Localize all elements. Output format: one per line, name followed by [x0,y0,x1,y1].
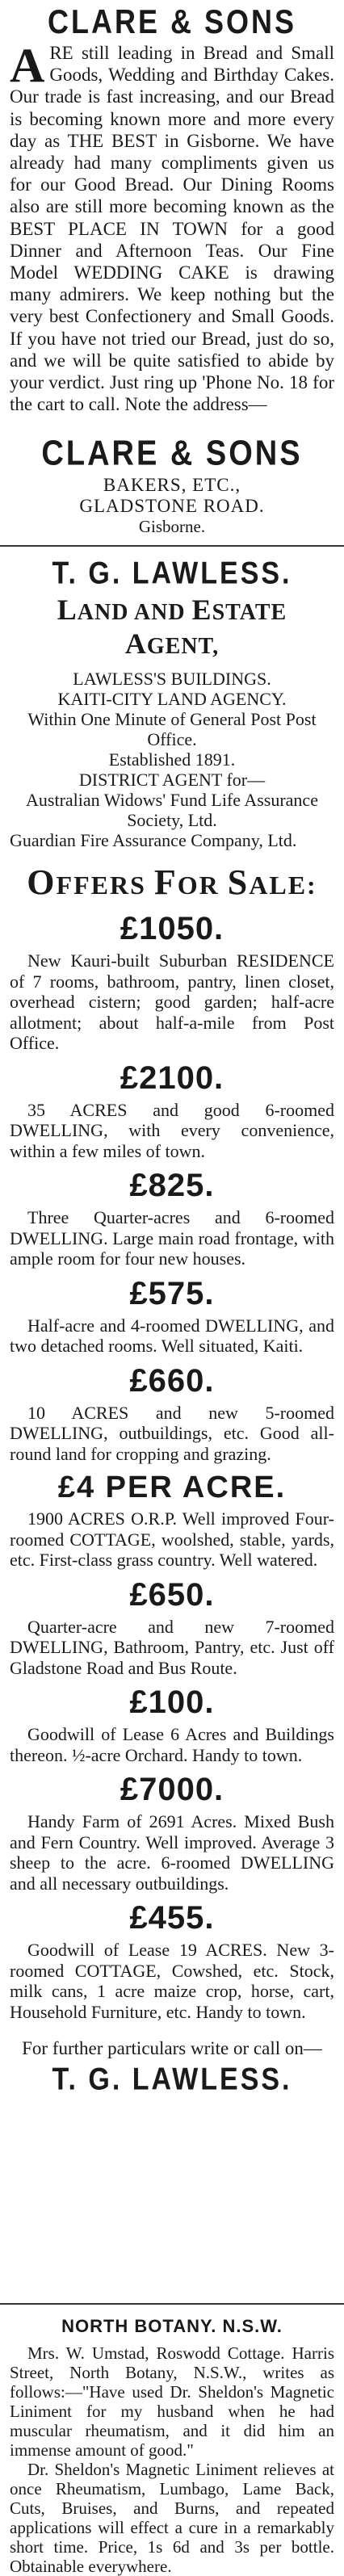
agent-cap-l: L [57,594,78,626]
agent-cap-a: A [124,627,147,660]
lawless-advertisement [0,547,344,2303]
botany-heading: NORTH BOTANY. N.S.W. [61,2316,283,2336]
land-estate-agent-heading [10,593,334,661]
listing [10,1471,334,1571]
agent-word-3: GENT, [146,634,220,659]
lawless-agency: KAITI-CITY LAND AGENCY. [57,689,287,709]
clare-body-text: RE still leading in Bread and Small Goods, Wedding and Birthday Cakes. Our trade is fast increasing, and our Bread is becoming known more and more every day as THE BEST in Gisborne. We have already had many compliments given us for our Good Bread. Our Dining Rooms also are still more becoming known as the BEST PLACE IN TOWN for a good Dinner and Afternoon Teas. Our Fine Model WEDDING CAKE is drawing many admirers. We keep nothing but the very best Confectionery and Small Goods. If you have not tried our Bread, just do so, and we will be quite satisfied to abide by your verdict. Just ring up 'Phone No. 18 for the cart to call. Note the address— [10,43,334,415]
listing-price: £650. [129,1576,215,1613]
botany-advertisement [0,2305,344,2576]
offers-cap-s: S [227,862,250,902]
listing [10,911,334,1054]
offers-cap-f: F [153,862,178,902]
listing [10,1577,334,1679]
listing-price: £660. [129,1362,215,1399]
listing-description: 35 ACRES and good 6-roomed DWELLING, with every convenience, within a few miles of town. [10,1099,334,1161]
offers-word-1: FFERS [56,871,154,900]
clare-advertisement [0,0,344,415]
botany-liniment-text: Dr. Sheldon's Magnetic Liniment relieves at once Rheumatism, Lumbago, Lame Back, Cuts, Bruises, and Burns, and repeated applications will effect a cure in a remarkably short time. Price, 1s 6d and 3s per bottle. Obtainable everywhere. [10,2460,334,2576]
listing-description: Goodwill of Lease 19 ACRES. New 3-roomed COTTAGE, Cowshed, etc. Stock, milk cans, 1 acre maize crop, horse, cart, Household Furniture, etc. Handy to town. [10,1940,334,2022]
further-particulars: For further particulars write or call on— [22,2038,322,2058]
listing-description: Three Quarter-acres and 6-roomed DWELLING. Large main road frontage, with ample room for four new houses. [10,1207,334,1269]
botany-testimonial: Mrs. W. Umstad, Roswodd Cottage. Harris Street, North Botany, N.S.W., writes as follows:—"Have used Dr. Sheldon's Magnetic Liniment for my husband when he had muscular rheumatism, and it did him an immense amount of good." [10,2343,334,2460]
offers-word-3: ALE: [249,871,317,900]
offers-cap-o: O [27,862,57,902]
listing-description: Quarter-acre and new 7-roomed DWELLING, Bathroom, Pantry, etc. Just off Gladstone Road and Bus Route. [10,1616,334,1678]
clare-town-line: Gisborne. [138,517,206,536]
clare-title-2: CLARE & SONS [41,434,303,474]
listing-price: £1050. [120,911,224,946]
drop-cap: A [10,39,45,92]
listing [10,1684,334,1765]
listing [10,1168,334,1269]
lawless-name: T. G. LAWLESS. [52,556,292,591]
offers-word-2: OR [177,871,228,900]
clare-road-line: GLADSTONE ROAD. [79,496,265,516]
agent-word-1: AND AND [77,600,192,625]
listing-description: New Kauri-built Suburban RESIDENCE of 7 rooms, bathroom, pantry, linen closet, overhead cistern; good garden; half-acre allotment; about half-a-mile from Post Office. [10,950,334,1053]
lawless-district: DISTRICT AGENT for— [78,770,266,790]
listing-price: £100. [129,1684,215,1720]
listing [10,1772,334,1894]
lawless-widows-fund: Australian Widows' Fund Life Assurance Society, Ltd. [26,790,318,830]
clare-address-block [0,408,344,545]
lawless-location: Within One Minute of General Post Post Office. [27,709,317,749]
listing-description: Handy Farm of 2691 Acres. Mixed Bush and Fern Country. Well improved. Average 3 sheep to the acre. 6-roomed DWELLING and all necessary outbuildings. [10,1811,334,1894]
listing-price: £7000. [120,1772,224,1807]
listing-price: £2100. [120,1059,224,1096]
listing-price: £575. [129,1275,215,1311]
listing [10,1900,334,2022]
listing-price: £825. [129,1168,215,1203]
lawless-buildings: LAWLESS'S BUILDINGS. [73,669,271,689]
clare-title: CLARE & SONS [47,2,297,41]
lawless-name-2: T. G. LAWLESS. [52,2062,292,2097]
agent-word-2: STATE [212,600,287,625]
listing-price: £4 PER ACRE. [57,1471,287,1504]
listing-description: 10 ACRES and new 5-roomed DWELLING, outbuildings, etc. Good all-round land for cropping and grazing. [10,1402,334,1464]
listing-description: Half-acre and 4-roomed DWELLING, and two detached rooms. Well situated, Kaiti. [10,1315,334,1356]
lawless-established: Established 1891. [108,749,236,770]
offers-for-sale-heading [10,862,334,903]
agent-cap-e: E [191,594,212,626]
lawless-guardian: Guardian Fire Assurance Company, Ltd. [10,830,297,850]
listing [10,1060,334,1162]
clare-body [10,39,334,415]
listing-description: Goodwill of Lease 6 Acres and Buildings thereon. ½-acre Orchard. Handy to town. [10,1724,334,1765]
listing-description: 1900 ACRES O.R.P. Well improved Four-roomed COTTAGE, woolshed, stable, yards, etc. First-class grass country. Well watered. [10,1508,334,1570]
listing [10,1363,334,1465]
clare-bakers-line: BAKERS, ETC., [103,475,241,495]
listing-price: £455. [129,1900,215,1936]
listing [10,1276,334,1357]
